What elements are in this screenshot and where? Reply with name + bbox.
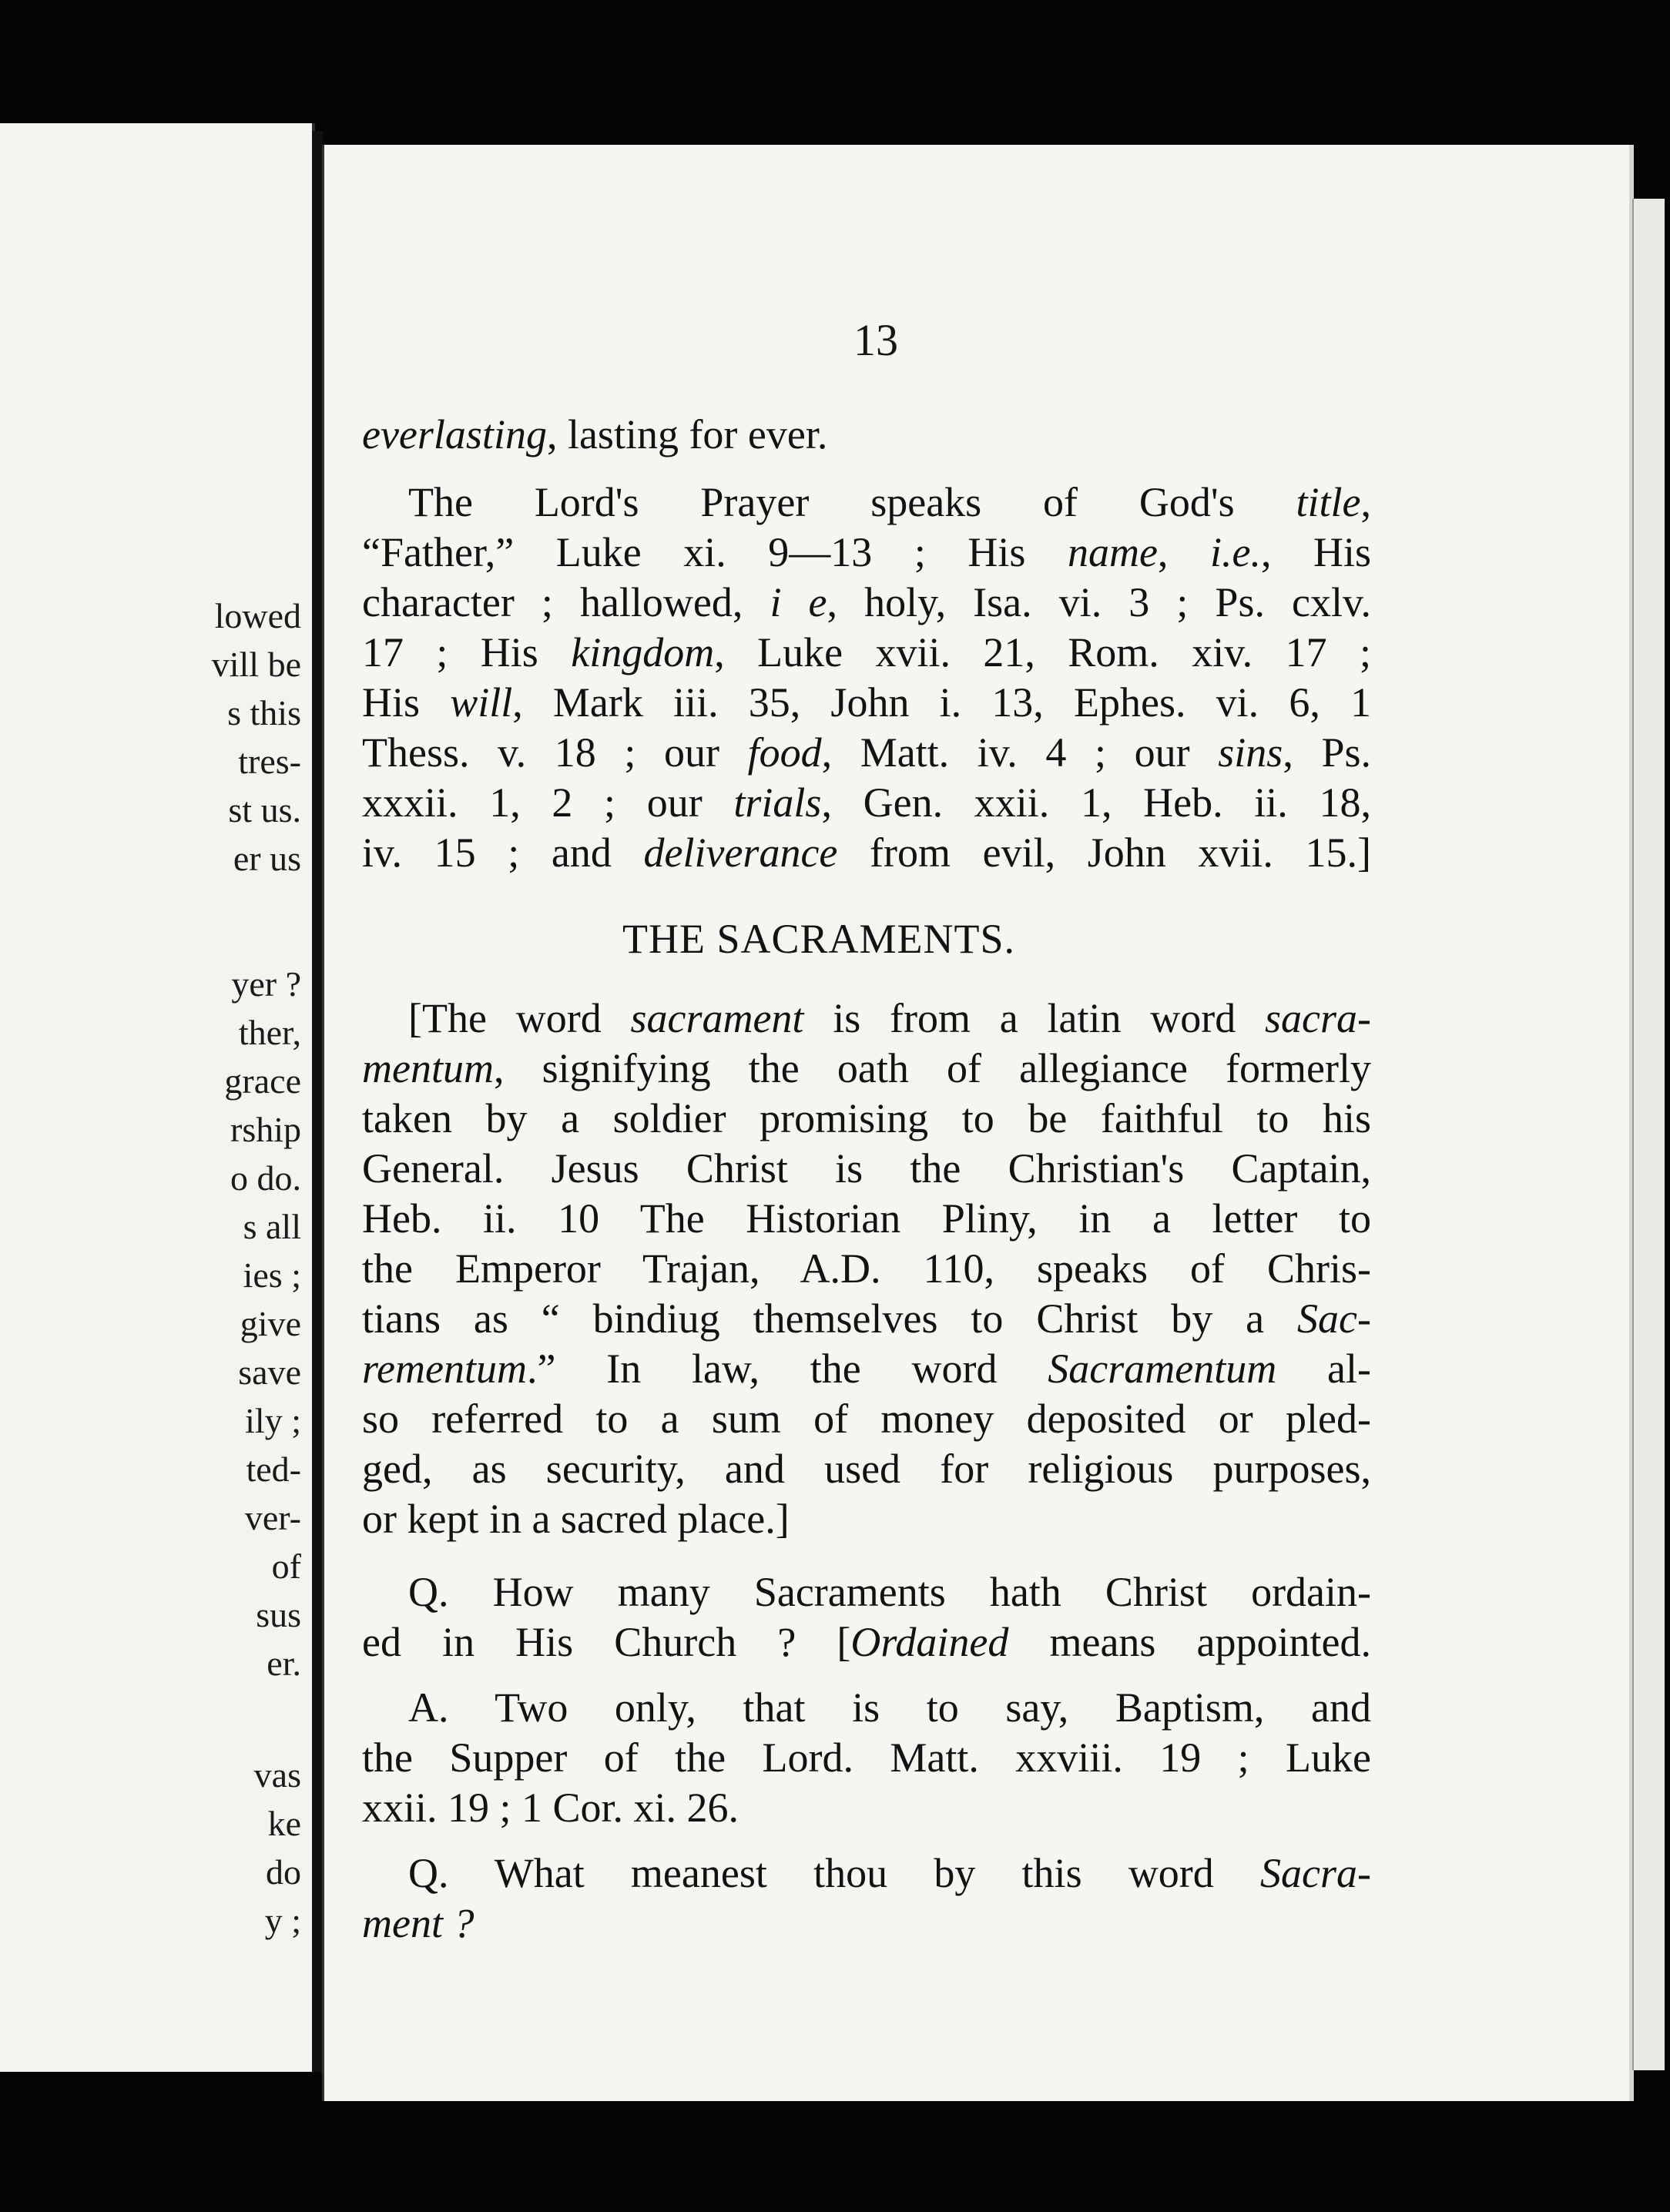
text-line: or kept in a sacred place.]: [362, 1496, 790, 1542]
text-line: [The word sacrament is from a latin word sacra-: [408, 995, 1371, 1041]
left-page-fragment: sus: [256, 1595, 301, 1634]
left-page-fragment: ther,: [238, 1013, 301, 1052]
text-line: xxxii. 1, 2 ; our trials, Gen. xxii. 1, Heb. ii. 18,: [362, 779, 1371, 826]
page-number: 13: [853, 315, 898, 365]
book-gutter: [312, 131, 323, 2072]
left-page-fragment: s this: [227, 693, 301, 732]
left-page-fragment: vas: [253, 1755, 301, 1795]
left-page-fragment: st us.: [228, 790, 301, 830]
text-line: everlasting, lasting for ever.: [362, 411, 828, 457]
text-line: General. Jesus Christ is the Christian's Captain,: [362, 1145, 1371, 1191]
left-page-fragment: er us: [233, 839, 301, 878]
text-line: so referred to a sum of money deposited or pled-: [362, 1396, 1371, 1442]
left-page: [0, 123, 315, 2072]
left-page-fragment: grace: [224, 1061, 301, 1101]
text-line: character ; hallowed, i e, holy, Isa. vi. 3 ; Ps. cxlv.: [362, 579, 1371, 625]
text-line: mentum, signifying the oath of allegiance formerly: [362, 1045, 1371, 1091]
text-line: “Father,” Luke xi. 9—13 ; His name, i.e., His: [362, 529, 1372, 575]
question-line: ed in His Church ? [Ordained means appointed.: [362, 1619, 1371, 1665]
text-line: The Lord's Prayer speaks of God's title,: [408, 479, 1371, 525]
section-heading: THE SACRAMENTS.: [622, 916, 1016, 962]
left-page-fragment: s all: [243, 1207, 301, 1246]
text-line: rementum.” In law, the word Sacramentum al-: [362, 1346, 1371, 1392]
left-page-fragment: yer ?: [231, 964, 301, 1004]
text-line: tians as “ bindiug themselves to Christ by a Sac-: [362, 1295, 1371, 1342]
left-page-fragment: o do.: [230, 1158, 301, 1198]
question-line: ment ?: [362, 1900, 475, 1946]
left-page-fragment: ies ;: [243, 1255, 301, 1295]
left-page-fragment: save: [238, 1352, 301, 1392]
left-page-fragment: give: [240, 1304, 301, 1343]
left-page-fragment: do: [266, 1852, 301, 1892]
question-line: Q. How many Sacraments hath Christ ordain-: [408, 1569, 1371, 1615]
left-page-fragment: er.: [267, 1644, 301, 1683]
left-page-fragment: ke: [267, 1804, 301, 1843]
left-page-fragment: ver-: [244, 1498, 301, 1537]
text-line: 17 ; His kingdom, Luke xvii. 21, Rom. xiv. 17 ;: [362, 629, 1371, 675]
answer-line: the Supper of the Lord. Matt. xxviii. 19 ; Luke: [362, 1734, 1371, 1781]
text-line: taken by a soldier promising to be faithful to his: [362, 1095, 1371, 1141]
text-line: Heb. ii. 10 The Historian Pliny, in a letter to: [362, 1195, 1371, 1242]
left-page-fragment: vill be: [211, 645, 301, 684]
left-page-fragment: y ;: [264, 1901, 301, 1940]
text-line: ged, as security, and used for religious purposes,: [362, 1446, 1371, 1492]
left-page-fragment: rship: [230, 1110, 301, 1149]
text-line: His will, Mark iii. 35, John i. 13, Ephes. vi. 6, 1: [362, 679, 1372, 726]
page-edge: [1632, 199, 1665, 2070]
text-line: iv. 15 ; and deliverance from evil, John xvii. 15.]: [362, 830, 1371, 876]
left-page-fragment: ily ;: [245, 1401, 301, 1440]
left-page-fragment: lowed: [214, 596, 301, 635]
left-page-fragment: ted-: [246, 1450, 301, 1489]
left-page-fragment: tres-: [238, 742, 301, 781]
answer-line: xxii. 19 ; 1 Cor. xi. 26.: [362, 1785, 739, 1831]
answer-line: A. Two only, that is to say, Baptism, and: [408, 1684, 1371, 1731]
text-line: the Emperor Trajan, A.D. 110, speaks of Chris-: [362, 1245, 1371, 1292]
text-line: Thess. v. 18 ; our food, Matt. iv. 4 ; our sins, Ps.: [362, 729, 1371, 776]
question-line: Q. What meanest thou by this word Sacra-: [408, 1850, 1371, 1896]
left-page-fragment: of: [271, 1547, 301, 1586]
